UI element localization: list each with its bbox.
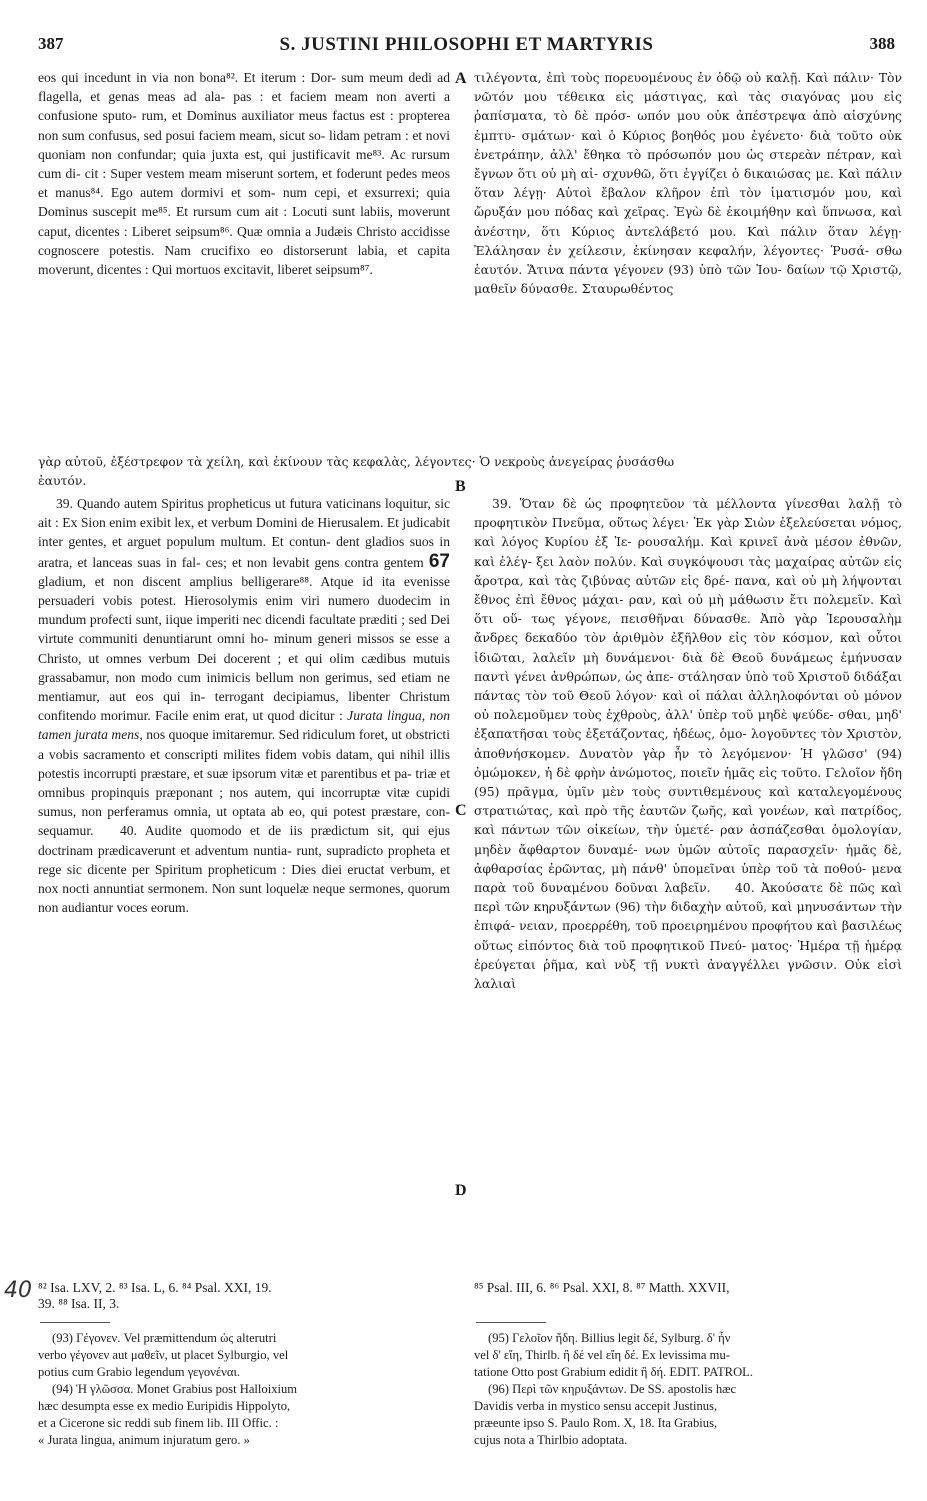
latin-line: et non discent amplius belligerare⁸⁸. Atque id ita	[94, 573, 396, 589]
greek-line: γὰρ αὐτοῦ, ἐξέστρεφον τὰ χείλη, καὶ ἐκίνουν τὰς κεφαλὰς, λέγοντες· Ὁ νεκροὺς ἀνεγείρας ῥυσάσθω	[38, 454, 675, 469]
greek-line: δαίων τῷ Χριστῷ, μαθεῖν δύνασθε. Σταυρωθέντος	[474, 262, 902, 297]
greek-line: ἀντελάβετό μου. Καὶ πάλιν ὅταν λέγῃ· Ἐλάλησαν	[474, 223, 902, 258]
latin-line: num cepi, et exsurrexi; quia Dominus suscepit me⁸⁵.	[38, 185, 450, 220]
greek-line: Ἡ γλῶσσ' (94) ὀμώμοκεν, ἡ δὲ φρὴν ἀνώμοτος,	[474, 745, 902, 780]
greek-line: μου, καὶ ὤρυξάν μου πόδας καὶ χεῖρας. Ἐγὼ δὲ	[474, 185, 902, 220]
latin-line: sequamur.	[38, 823, 94, 839]
footnote-line: (96) Περὶ τῶν κηρυξάντων. De SS. apostolis hæc	[488, 1382, 737, 1396]
latin-line: omnia, ut optata ab eo, qui potest præstare, con-	[173, 804, 450, 820]
latin-line: morimur. Facile enim erat, ut quod dicitur :	[100, 708, 343, 724]
latin-line: nos quoque imitaremur. Sed ridiculum foret, ut	[146, 727, 402, 743]
greek-line: ματος· Ἡμέρα τῇ ἡμέρᾳ ἐρεύγεται ῥῆμα, καὶ νὺξ	[474, 937, 902, 972]
greek-line: μου ὡς στερεὰν πέτραν, καὶ ἔγνων ὅτι οὐ μὴ αἰ-	[474, 146, 902, 182]
greek-line: νων ὑμῶν αὐτοῖς παρασχεῖν· ἡμᾶς δὲ, ἀφθαρσίας	[474, 841, 902, 876]
footnote-line: et a Cicerone sic reddi sub finem lib. III Offic. :	[38, 1416, 279, 1430]
latin-line: grassabamur, non modo cum inimicis bellum non	[38, 669, 320, 685]
greek-line: πολεμοῦμεν τοὺς ἐχθροὺς, ἀλλ' ὑπὲρ τοῦ μηδὲ ψεύδε-	[493, 707, 834, 723]
footnote-line: (94) Ἡ γλῶσσα. Monet Grabius post Halloixium	[52, 1382, 298, 1396]
greek-line: ἄνδρες δεκαδύο τὸν ἀριθμὸν ἐξῆλθον εἰς τὸν κόσμον,	[474, 630, 834, 646]
latin-line-part: gladium,	[38, 573, 86, 589]
latin-line: minum generi missos se esse a Christo, ut omnes	[38, 631, 450, 666]
scripture-references-left	[38, 1280, 458, 1312]
footnote-line: potius cum Grabio legendum γεγονέναι.	[38, 1365, 241, 1379]
latin-line: fidem vobis datam, qui nihil illis potestis incorrupti	[38, 746, 450, 781]
greek-line: καὶ πατρίδος, καὶ πάντων τῶν οἰκείων, τὴν ὑμετέ-	[474, 803, 902, 838]
latin-line: sunt, iique imperiti nec dicendi facultate præditi ;	[135, 612, 406, 628]
greek-line: νειαν, προερρέθη, τοῦ προειρημένου προφήτου καὶ	[519, 918, 838, 934]
greek-line: στρατιώτας, καὶ πρὸ τῆς ἑαυτῶν ζωῆς, καὶ γονέων,	[474, 803, 809, 819]
greek-line: ραν ἀσπάζεσθαι ὁμολογίαν, μηδὲν ἄφθαρτον δυναμέ-	[474, 822, 902, 857]
greek-line: τως γέγονε, πεισθῆναι δύνασθε. Ἀπὸ γὰρ Ἱερουσαλὴμ	[531, 611, 902, 627]
verse-quotation: Jurata lingua, non tamen jurata mens,	[38, 708, 450, 743]
latin-line: gerimus, sed etiam ne mentiamur, aut eos qui in-	[38, 669, 450, 705]
footnote-line: « Jurata lingua, animum injuratum gero. »	[38, 1433, 250, 1447]
latin-line: caput, dicentes : Liberet seipsum⁸⁶. Quæ omnia a	[38, 223, 312, 239]
latin-column-top	[38, 68, 450, 279]
greek-column-main	[474, 494, 902, 993]
footnotes-left	[38, 1330, 456, 1449]
latin-line: præstare, et suæ ipsorum vitæ et parentibus et pa-	[140, 765, 412, 781]
running-title: S. JUSTINI PHILOSOPHI ET MARTYRIS	[279, 34, 654, 55]
greek-line: καὶ τὰς σιαγόνας μου εἰς ῥαπίσματα, τὸ δὲ πρόσ-	[474, 89, 902, 124]
latin-line: pas : et faciem meam non averti a confusione sputo-	[38, 89, 450, 124]
latin-line: evenisse persuaderi vobis potest. Hierosolymis	[38, 573, 450, 609]
greek-line: σμάτων· καὶ ὁ Κύριος βοηθός μου ἐγένετο· διὰ	[521, 127, 831, 143]
handwritten-annotation: 40	[4, 1278, 32, 1303]
footnote-line: hæc desumpta esse ex medio Euripidis Hippolyto,	[38, 1399, 291, 1413]
reference-line: ⁸² Isa. LXV, 2. ⁸³ Isa. L, 6. ⁸⁴ Psal. XXI, 19.	[38, 1280, 272, 1295]
greek-line: σχυνθῶ, ὅτι ἐγγίζει ὁ δικαιώσας με. Καὶ πάλιν ὅταν	[474, 166, 902, 201]
latin-line: sum meum dedi ad flagella, et genas meas ad ala-	[38, 70, 450, 105]
greek-column-top	[474, 68, 902, 298]
column-mark-67: 67	[428, 550, 450, 572]
footnote-line: tatione Otto post Grabium edidit ἢ δή. EDIT. PATROL.	[474, 1365, 754, 1379]
reference-line: ⁸⁵ Psal. III, 6. ⁸⁶ Psal. XXI, 8. ⁸⁷ Matth. XXVII,	[474, 1280, 730, 1295]
latin-line: obstricti a vobis sacramento et conscripti milites	[38, 727, 450, 762]
footnote-divider-left	[40, 1322, 110, 1323]
greek-line: καὶ οὗτοι ἰδιῶται, λαλεῖν μὴ δυνάμενοι· διὰ δὲ Θεοῦ	[474, 630, 902, 665]
latin-line: rum, et Dominus auxiliator meus factus est : propterea	[141, 108, 450, 124]
latin-line: juxta est, qui justificavit me⁸³. Ac rursum cum di-	[38, 146, 450, 182]
footnote-line: cujus nota a Thirlbio adoptata.	[474, 1433, 628, 1447]
greek-line: Σιὼν ἐξελεύσεται νόμος, καὶ λόγος Κυρίου ἐξ Ἰε-	[474, 515, 902, 550]
footnote-line: verbo γέγονεν aut μαθεῖν, ut placet Sylburgio, vel	[38, 1348, 289, 1362]
latin-line: triæ et omnibus propinquis præponant ; nos autem,	[38, 765, 450, 801]
latin-line: inter gentes, et arguet populum multum. Et contun-	[38, 534, 331, 550]
latin-line: eos qui incedunt in via non bona⁸². Et iterum : Dor-	[38, 70, 337, 85]
greek-line: τοῦτο οὐκ ἐνετράπην, ἀλλ' ἔθηκα τὸ πρόσωπόν	[474, 127, 902, 162]
greek-line: ξει λαὸν πολύν. Καὶ συγκόψουσι τὰς μαχαίρας	[536, 553, 835, 569]
latin-line: lex, et verbum Domini de Hierusalem. Et judicabit	[174, 515, 450, 531]
latin-line: dent gladios suos in aratra, et lanceas suas in fal-	[38, 534, 450, 570]
scripture-references-right	[474, 1280, 904, 1296]
footnote-line: (95) Γελοῖον ἤδη. Billius legit δέ, Sylburg. δ' ἦν	[488, 1331, 731, 1345]
reference-line: 39. ⁸⁸ Isa. II, 3.	[38, 1296, 120, 1311]
greek-line: ὑμῖν μὲν τοὺς συντιθεμένους καὶ καταλεγομένους	[566, 784, 902, 800]
latin-line: verbum Dei docerent ; et qui olim cædibus mutuis	[148, 650, 450, 666]
greek-line: τὴν διδαχὴν αὐτοῦ, καὶ μηνυσάντων τὴν ἐπιφά-	[474, 899, 903, 934]
latin-line: lidam petram : et novi quoniam non confundar; quia	[38, 127, 450, 162]
footnote-line: Davidis verba in mystico sensu accepit Justinus,	[474, 1399, 718, 1413]
greek-line: στάλησαν ὑπὸ τοῦ Χριστοῦ διδάξαι πάντας τὸν τοῦ	[474, 668, 902, 704]
margin-letter-a: A	[455, 70, 467, 87]
greek-line: Καὶ πάλιν· Τὸν νῶτόν μου τέθεικα εἰς μάστιγας,	[474, 70, 902, 105]
footnote-line: præeunte ipso S. Paulo Rom. X, 18. Ita Grabius,	[474, 1416, 718, 1430]
greek-line: ποιεῖν ἡμᾶς εἰς τοῦτο. Γελοῖον ἤδη (95) πρᾶγμα,	[474, 764, 902, 800]
greek-line: αὐτῶν εἰς ἄροτρα, καὶ τὰς ζιβύνας αὐτῶν εἰς δρέ-	[474, 553, 902, 588]
latin-line: 39. Quando autem Spiritus propheticus ut futura	[56, 496, 322, 511]
latin-line: Spiritum propheticum : Dies diei eructat verbum, et	[154, 861, 450, 877]
latin-line: Et rursum cum ait : Locuti sunt labiis, moverunt	[175, 204, 450, 220]
greek-bridge-line	[38, 452, 899, 490]
greek-line: λαλῇ τὸ προφητικὸν Πνεῦμα, οὕτως λέγει· Ἐκ γὰρ	[474, 496, 902, 531]
footnotes-right	[474, 1330, 904, 1449]
greek-line: ἦν τὸ λεγόμενον·	[674, 745, 792, 761]
greek-line: δυνάμεως ἐμήνυσαν παντὶ γένει ἀνθρώπων, ὡς ἀπε-	[474, 649, 902, 684]
greek-line: τῇ νυκτὶ ἀναγγέλλει γνῶσιν. Οὐκ εἰσὶ λαλιαὶ	[474, 956, 902, 992]
greek-line: ἑαυτόν.	[38, 473, 87, 489]
greek-line: ἐρῶντας, μὴ πάνθ' ὑπομεῖναι ὑπὲρ τοῦ τὰ ποθού-	[548, 860, 867, 876]
greek-line: ραν, καὶ οὐ μὴ μάθωσιν ἔτι πολεμεῖν. Καὶ ὅτι οὕ-	[474, 592, 902, 627]
page-header	[38, 34, 895, 58]
latin-line: vaticinans loquitur, sic ait : Ex Sion enim exibit	[38, 496, 451, 531]
greek-line: τιλέγοντα, ἐπὶ τοὺς πορευομένους ἐν ὁδῷ οὐ καλῇ.	[474, 70, 802, 85]
greek-line: σθω ἑαυτόν. Ἅτινα πάντα γέγονεν (93) ὑπὸ τῶν Ἰου-	[474, 242, 902, 278]
page-number-right: 388	[869, 34, 895, 53]
margin-letter-d: D	[455, 1182, 467, 1199]
latin-line: pedes meos et manus⁸⁴. Ego autem dormivi et som-	[38, 166, 450, 201]
footnote-divider-right	[476, 1322, 546, 1323]
greek-line: 40. Ἀκούσατε δὲ πῶς καὶ περὶ τῶν κηρυξάντων (96)	[474, 880, 903, 915]
latin-line: 40. Audite quomodo et de iis prædictum sit, qui	[119, 823, 420, 839]
greek-line: λέγῃ· Αὐτοὶ ἔβαλον κλῆρον ἐπὶ τὸν ἱματισμόν	[513, 185, 836, 201]
footnote-line: vel δ' εἴη, Thirlb. ἢ δέ vel εἴη δέ. Ex levissima mu-	[474, 1348, 730, 1362]
latin-line: sed Dei virtute communiti denuntiarunt omni ho-	[38, 612, 450, 647]
latin-line: non sum confusus, sed posui faciem meam, sicut so-	[38, 127, 326, 143]
greek-line: Θεοῦ λόγον· καὶ οἱ πάλαι ἀλληλοφόνται οὐ μόνον οὐ	[474, 688, 902, 723]
latin-line: enim viri numero duodecim in mundum profecti	[38, 593, 450, 628]
margin-letter-b: B	[455, 478, 466, 495]
latin-line: ejus doctrinam prædicaverunt et adventum nuntia-	[38, 823, 450, 858]
footnote-line: (93) Γέγονεν. Vel præmittendum ὡς alterutri	[52, 1331, 277, 1345]
latin-line: Judæis Christo accidisse cognoscere potestis. Nam	[38, 223, 450, 258]
greek-line: ἐκοιμήθην καὶ ὕπνωσα, καὶ ἀνέστην, ὅτι Κύριος	[474, 204, 902, 239]
page-number-left: 387	[38, 34, 64, 53]
greek-line: ρουσαλήμ. Καὶ κρινεῖ ἀνὰ μέσον ἐθνῶν, καὶ ἐλέγ-	[474, 534, 902, 569]
greek-line: ἐν χείλεσιν, ἐκίνησαν κεφαλήν, λέγοντες· Ῥυσά-	[547, 242, 870, 258]
greek-line: 39. Ὅταν δὲ ὡς προφητεῦον τὰ μέλλοντα γίνεσθαι	[492, 496, 840, 511]
greek-line: βασιλέως οὕτως εἰπόντος διὰ τοῦ προφητικοῦ Πνεύ-	[474, 918, 902, 953]
greek-line: μενα παρὰ τοῦ δυναμένου δοῦναι λαβεῖν.	[474, 860, 902, 896]
latin-line: nox nocti annuntiat sermonem. Non sunt loquelæ	[38, 881, 309, 897]
latin-line: qui incorruptæ vitæ cupidi sumus, non perferamus	[38, 785, 451, 820]
greek-line: ωπόν μου οὐκ ἀπέστρεψα ἀπὸ αἰσχύνης ἐμπτυ-	[474, 108, 902, 143]
latin-line: crucifixo eo distorserunt labia, et capita moverunt,	[38, 242, 451, 278]
margin-letter-c: C	[455, 802, 467, 819]
latin-line: terrogant decipiamus, libenter Christum confitendo	[38, 689, 450, 724]
latin-line: cit : Super vestem meam miserunt sortem, et foderunt	[84, 166, 383, 182]
latin-line: neque sermones, quorum non audiantur voces eorum.	[38, 881, 450, 916]
latin-line-part: ces; et non levabit gens contra gentem	[205, 554, 424, 570]
greek-line: πανα, καὶ οὐ μὴ λήψονται ἔθνος ἐπὶ ἔθνος μάχαι-	[474, 572, 902, 608]
greek-line: σθαι, μηδ' ἐξαπατῆσαι τοὺς ἐξετάζοντας, ἡδέως, ὁμο-	[474, 707, 902, 742]
greek-line: λογοῦντες τὸν Χριστὸν, ἀποθνήσκομεν. Δυνατὸν γὰρ	[474, 726, 902, 761]
latin-line: runt, supradicto propheta et rege sic dicente per	[38, 842, 450, 877]
latin-column-main	[38, 494, 450, 917]
latin-line: dicentes : Qui mortuos excitavit, liberet seipsum⁸⁷.	[96, 262, 373, 278]
